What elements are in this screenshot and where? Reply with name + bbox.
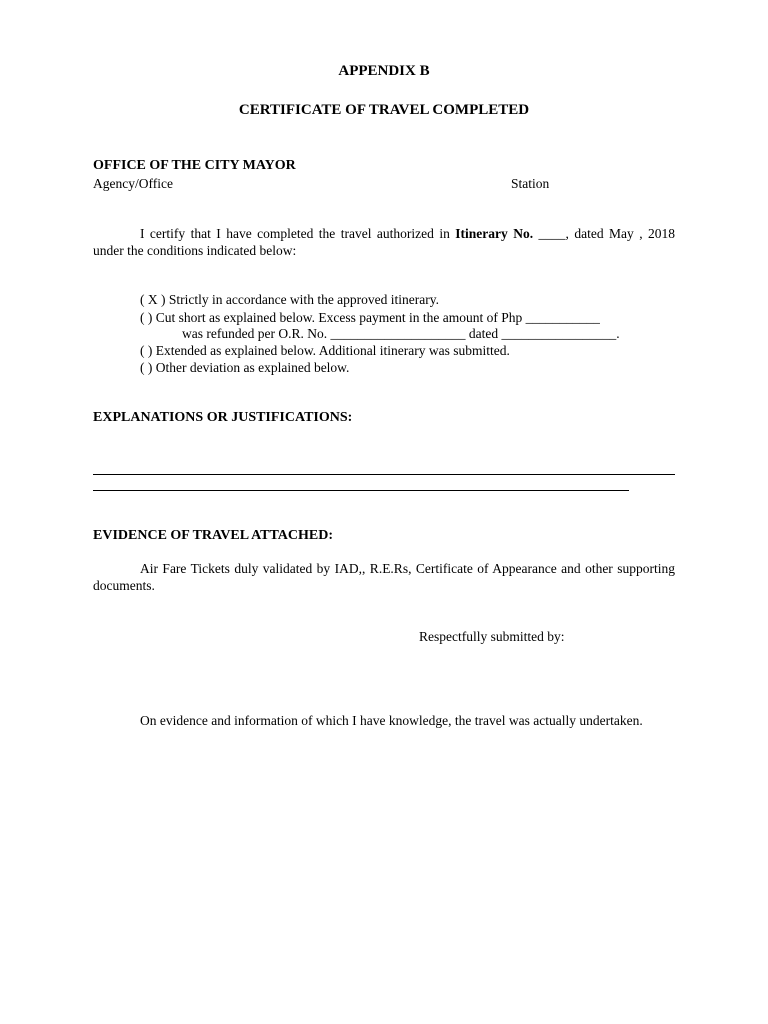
evidence-heading: EVIDENCE OF TRAVEL ATTACHED: bbox=[93, 528, 333, 543]
explanation-line-1 bbox=[93, 474, 675, 475]
evidence-text: Air Fare Tickets duly validated by IAD,, R.E.Rs, Certificate of Appearance and other supporting documents. bbox=[93, 561, 675, 593]
certify-text-after: ____, dated May , 2018 under the conditions indicated below: bbox=[93, 226, 676, 258]
respectfully-submitted-label: Respectfully submitted by: bbox=[419, 629, 565, 644]
explanation-line-2 bbox=[93, 490, 629, 491]
condition-refund-line: was refunded per O.R. No. ____________________ dated _________________. bbox=[182, 326, 620, 341]
knowledge-text: On evidence and information of which I have knowledge, the travel was actually undertaken. bbox=[140, 713, 643, 728]
certify-text-before: I certify that I have completed the travel authorized in bbox=[140, 226, 456, 241]
appendix-heading: APPENDIX B bbox=[338, 63, 430, 79]
agency-office-label: Agency/Office bbox=[93, 176, 173, 191]
condition-other: ( ) Other deviation as explained below. bbox=[140, 360, 350, 375]
evidence-paragraph bbox=[93, 560, 675, 594]
explanations-heading: EXPLANATIONS OR JUSTIFICATIONS: bbox=[93, 410, 353, 425]
station-label: Station bbox=[511, 176, 550, 191]
condition-cut-short: ( ) Cut short as explained below. Excess payment in the amount of Php ___________ bbox=[140, 310, 600, 325]
knowledge-paragraph bbox=[93, 712, 675, 729]
certify-paragraph bbox=[93, 225, 675, 259]
office-name: OFFICE OF THE CITY MAYOR bbox=[93, 158, 296, 173]
document-title: CERTIFICATE OF TRAVEL COMPLETED bbox=[238, 102, 530, 118]
itinerary-label: Itinerary No. bbox=[455, 226, 534, 241]
condition-extended: ( ) Extended as explained below. Additional itinerary was submitted. bbox=[140, 343, 510, 358]
condition-strictly: ( X ) Strictly in accordance with the approved itinerary. bbox=[140, 292, 440, 307]
